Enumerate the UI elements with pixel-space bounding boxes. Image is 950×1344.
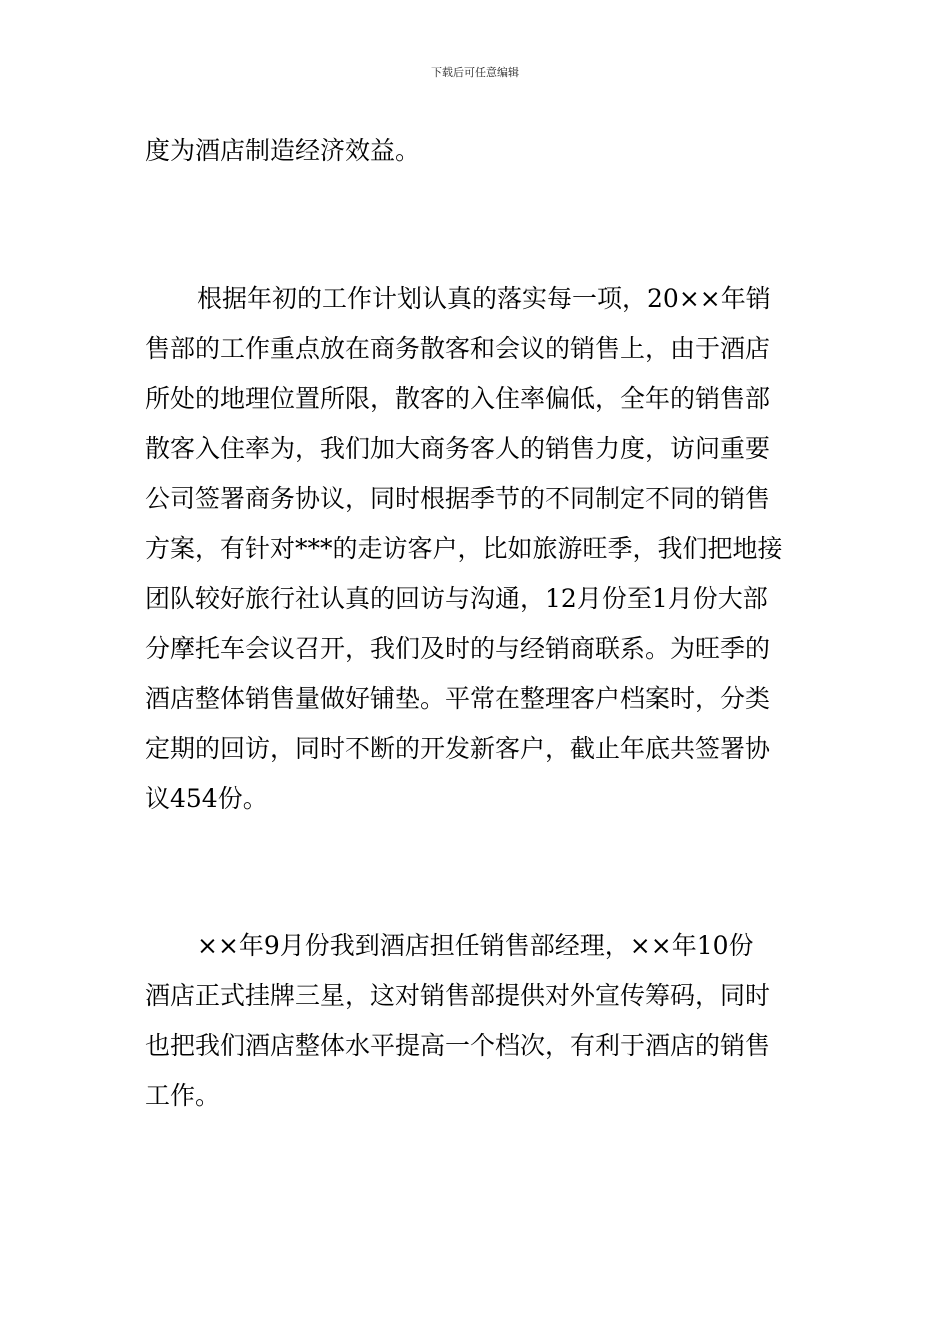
text-line: 所处的地理位置所限，散客的入住率偏低，全年的销售部 (145, 384, 771, 413)
text-line: ××年9月份我到酒店担任销售部经理，××年10份 (197, 931, 754, 960)
header-note: 下载后可任意编辑 (431, 66, 519, 79)
text-line: 分摩托车会议召开，我们及时的与经销商联系。为旺季的 (145, 634, 771, 663)
text-line: 售部的工作重点放在商务散客和会议的销售上，由于酒店 (145, 334, 771, 363)
text-line: 团队较好旅行社认真的回访与沟通，12月份至1月份大部 (145, 584, 768, 613)
text-line: 方案，有针对***的走访客户，比如旅游旺季，我们把地接 (145, 534, 783, 563)
text-line: 公司签署商务协议，同时根据季节的不同制定不同的销售 (145, 484, 771, 513)
text-line: 定期的回访，同时不断的开发新客户，截止年底共签署协 (145, 734, 771, 763)
text-line: 议454份。 (145, 784, 268, 813)
text-line: 散客入住率为，我们加大商务客人的销售力度，访问重要 (145, 434, 771, 463)
text-line: 根据年初的工作计划认真的落实每一项，20××年销 (197, 284, 771, 313)
text-line: 酒店整体销售量做好铺垫。平常在整理客户档案时，分类 (145, 684, 771, 713)
paragraph-continuation (145, 126, 805, 176)
text-line: 酒店正式挂牌三星，这对销售部提供对外宣传筹码，同时 (145, 981, 771, 1010)
paragraph-manager-appointment (145, 921, 805, 1121)
paragraph-sales-focus (145, 274, 805, 824)
text-line: 度为酒店制造经济效益。 (145, 136, 421, 165)
text-line: 工作。 (145, 1081, 221, 1110)
text-line: 也把我们酒店整体水平提高一个档次，有利于酒店的销售 (145, 1031, 771, 1060)
